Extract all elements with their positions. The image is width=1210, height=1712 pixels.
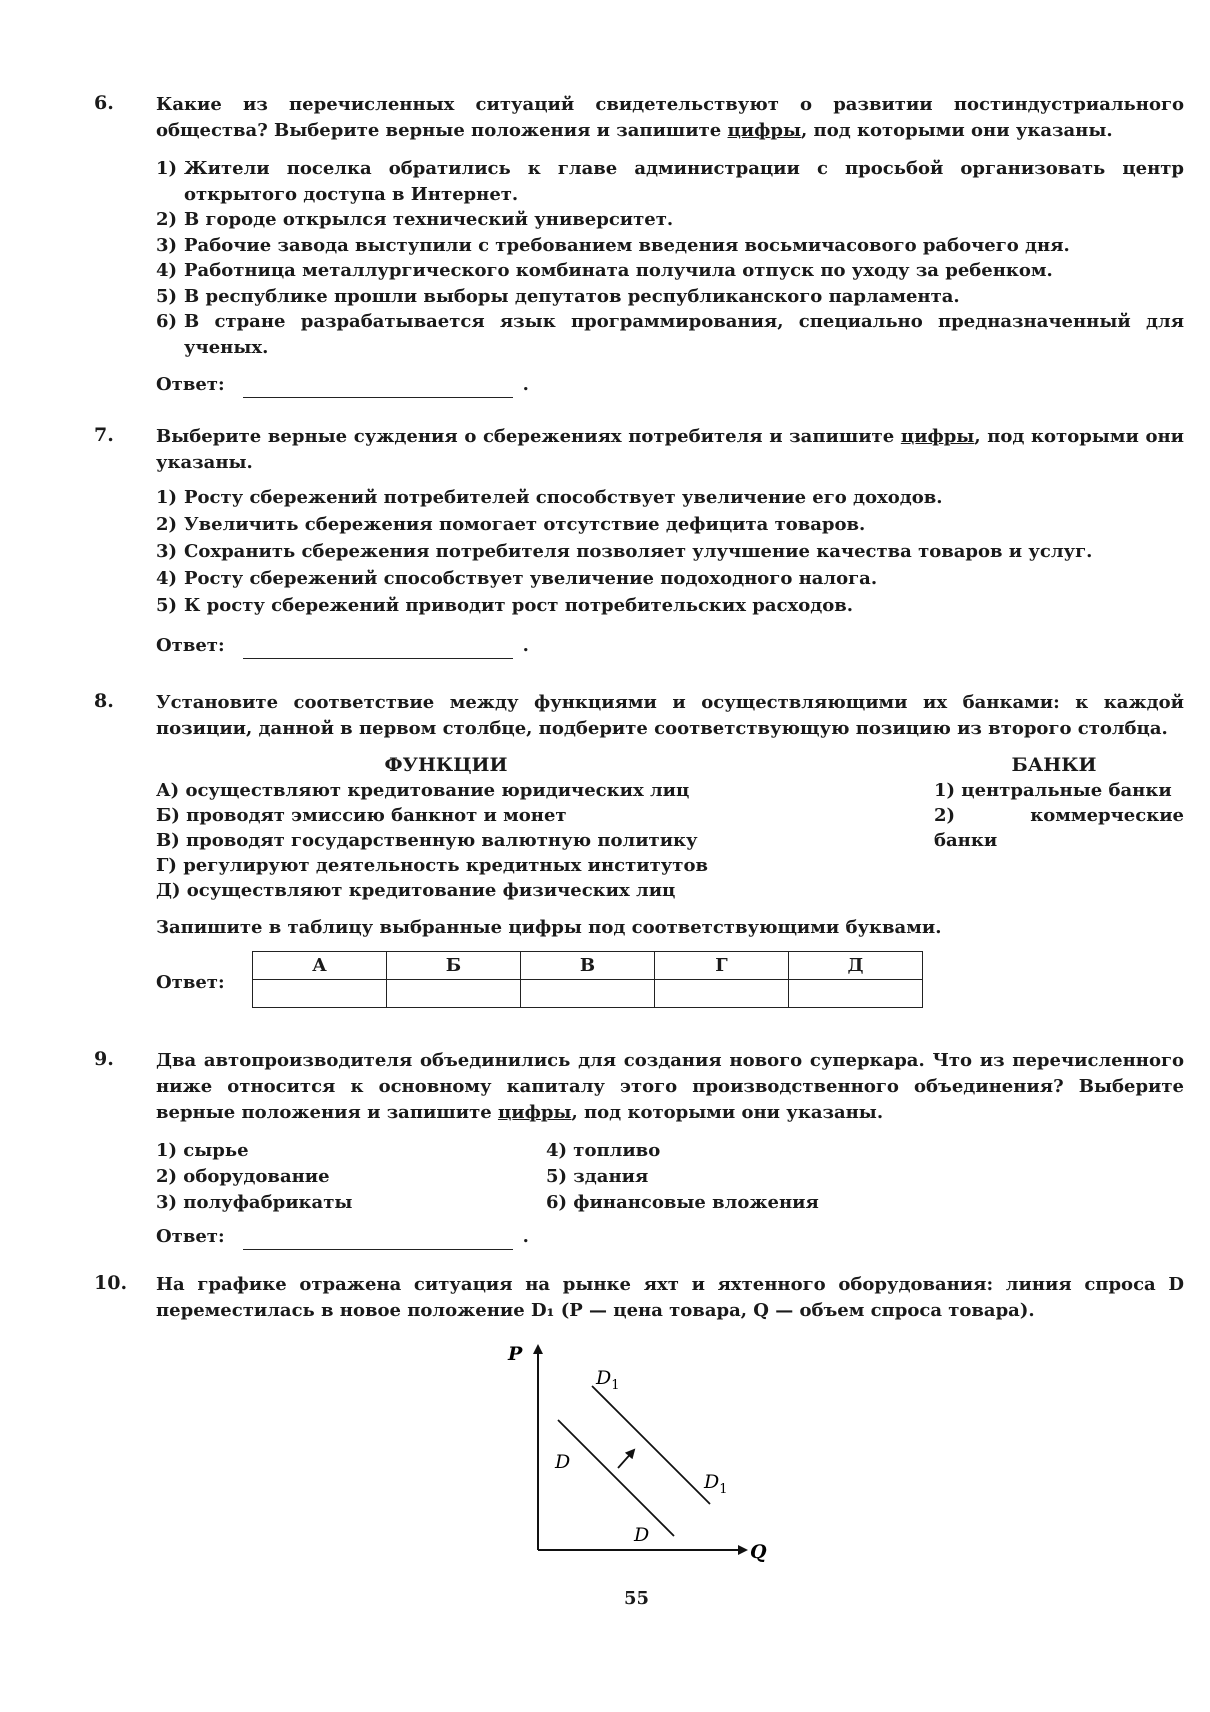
function-item: В) проводят государственную валютную политику: [156, 830, 698, 851]
x-axis-label: Q: [750, 1541, 767, 1563]
d-label-bottom: D: [634, 1524, 650, 1546]
question-6: [94, 92, 1184, 398]
demand-shift-graph: [500, 1338, 800, 1568]
d-label-top: D: [555, 1451, 571, 1473]
options-list: [156, 156, 1184, 360]
column-heading: ФУНКЦИИ: [384, 754, 508, 776]
question-7: [94, 424, 1184, 659]
d1-label-top: $D_1$: [596, 1367, 620, 1393]
list-item: 5) К росту сбережений приводит рост потребительских расходов.: [156, 595, 853, 616]
function-item: Д) осуществляют кредитование физических лиц: [156, 880, 676, 901]
shift-arrow: [618, 1450, 634, 1468]
column-heading: БАНКИ: [1011, 754, 1097, 776]
list-item: 4) топливо: [546, 1140, 661, 1161]
demand-line-d1: [592, 1386, 710, 1504]
answer-table: [252, 951, 923, 1008]
question-text: Два автопроизводителя объединились для создания нового суперкара. Что из перечисленного ниже относится к основному капиталу этого производственного объединения? Выберите верные положения и запишите цифры, под которыми они указаны.: [156, 1050, 1184, 1123]
answer-row: [156, 951, 1184, 1008]
answer-cell[interactable]: [387, 980, 521, 1008]
answer-row: Ответ: .: [156, 372, 1184, 398]
table-header-cell: В: [521, 952, 655, 980]
question-text: На графике отражена ситуация на рынке яхт и яхтенного оборудования: линия спроса D переместилась в новое положение D₁ (P — цена товара, Q — объем спроса товара).: [156, 1274, 1184, 1321]
table-instruction: Запишите в таблицу выбранные цифры под соответствующими буквами.: [156, 917, 942, 938]
banks-column: [934, 752, 1184, 903]
list-item: 3) полуфабрикаты: [156, 1192, 353, 1213]
question-number: 8.: [94, 690, 114, 712]
question-8: [94, 690, 1184, 1008]
answer-cell[interactable]: [253, 980, 387, 1008]
table-header-cell: Г: [655, 952, 789, 980]
question-text: Какие из перечисленных ситуаций свидетельствуют о развитии постиндустриального общества? Выберите верные положения и запишите цифры, под которыми они указаны.: [156, 94, 1184, 141]
list-item: 3) Сохранить сбережения потребителя позволяет улучшение качества товаров и услуг.: [156, 541, 1093, 562]
list-item: 5) В республике прошли выборы депутатов республиканского парламента.: [156, 285, 960, 307]
answer-cell[interactable]: [655, 980, 789, 1008]
function-item: Б) проводят эмиссию банкнот и монет: [156, 805, 567, 826]
table-row: [253, 952, 923, 980]
answer-label: Ответ:: [156, 1226, 225, 1247]
bank-item: 2) коммерческие банки: [934, 805, 1184, 851]
answer-label: Ответ:: [156, 971, 225, 993]
d1-label-bottom: $D_1$: [704, 1471, 728, 1497]
options-grid: [156, 1138, 1184, 1216]
answer-field[interactable]: [243, 640, 513, 659]
answer-cell[interactable]: [789, 980, 923, 1008]
page-number: 55: [624, 1588, 650, 1609]
function-item: А) осуществляют кредитование юридических лиц: [156, 780, 690, 801]
y-axis-label: P: [508, 1343, 523, 1365]
question-number: 7.: [94, 424, 114, 446]
table-header-cell: Д: [789, 952, 923, 980]
list-item: 3) Рабочие завода выступили с требованием введения восьмичасового рабочего дня.: [156, 234, 1070, 256]
list-item: 1) Жители поселка обратились к главе администрации с просьбой организовать центр открытого доступа в Интернет.: [156, 158, 1184, 205]
question-text: Установите соответствие между функциями и осуществляющими их банками: к каждой позиции, данной в первом столбце, подберите соответствующую позицию из второго столбца.: [156, 692, 1184, 739]
answer-row: Ответ: .: [156, 1224, 1184, 1250]
question-number: 9.: [94, 1048, 114, 1070]
table-header-cell: А: [253, 952, 387, 980]
list-item: 2) Увеличить сбережения помогает отсутствие дефицита товаров.: [156, 514, 866, 535]
list-item: 6) В стране разрабатывается язык программирования, специально предназначенный для ученых.: [156, 311, 1184, 358]
answer-row: Ответ: .: [156, 633, 1184, 659]
list-item: 5) здания: [546, 1166, 649, 1187]
function-item: Г) регулируют деятельность кредитных институтов: [156, 855, 708, 876]
list-item: 2) оборудование: [156, 1166, 330, 1187]
question-number: 10.: [94, 1272, 128, 1294]
functions-column: [156, 752, 756, 903]
question-10: [94, 1272, 1184, 1324]
list-item: 2) В городе открылся технический университет.: [156, 209, 674, 230]
answer-cell[interactable]: [521, 980, 655, 1008]
list-item: 6) финансовые вложения: [546, 1192, 819, 1213]
list-item: 1) сырье: [156, 1140, 249, 1161]
matching-columns: [156, 752, 1184, 903]
question-9: [94, 1048, 1184, 1250]
table-header-cell: Б: [387, 952, 521, 980]
list-item: 4) Росту сбережений способствует увеличение подоходного налога.: [156, 568, 878, 589]
question-number: 6.: [94, 92, 114, 114]
list-item: 1) Росту сбережений потребителей способствует увеличение его доходов.: [156, 487, 943, 508]
answer-field[interactable]: [243, 1231, 513, 1250]
options-list: [156, 484, 1184, 619]
bank-item: 1) центральные банки: [934, 780, 1172, 801]
answer-label: Ответ:: [156, 635, 225, 656]
list-item: 4) Работница металлургического комбината получила отпуск по уходу за ребенком.: [156, 260, 1053, 281]
answer-field[interactable]: [243, 379, 513, 398]
demand-line-d: [558, 1420, 674, 1536]
question-text: Выберите верные суждения о сбережениях потребителя и запишите цифры, под которыми они указаны.: [156, 426, 1184, 473]
answer-label: Ответ:: [156, 374, 225, 395]
table-row: [253, 980, 923, 1008]
